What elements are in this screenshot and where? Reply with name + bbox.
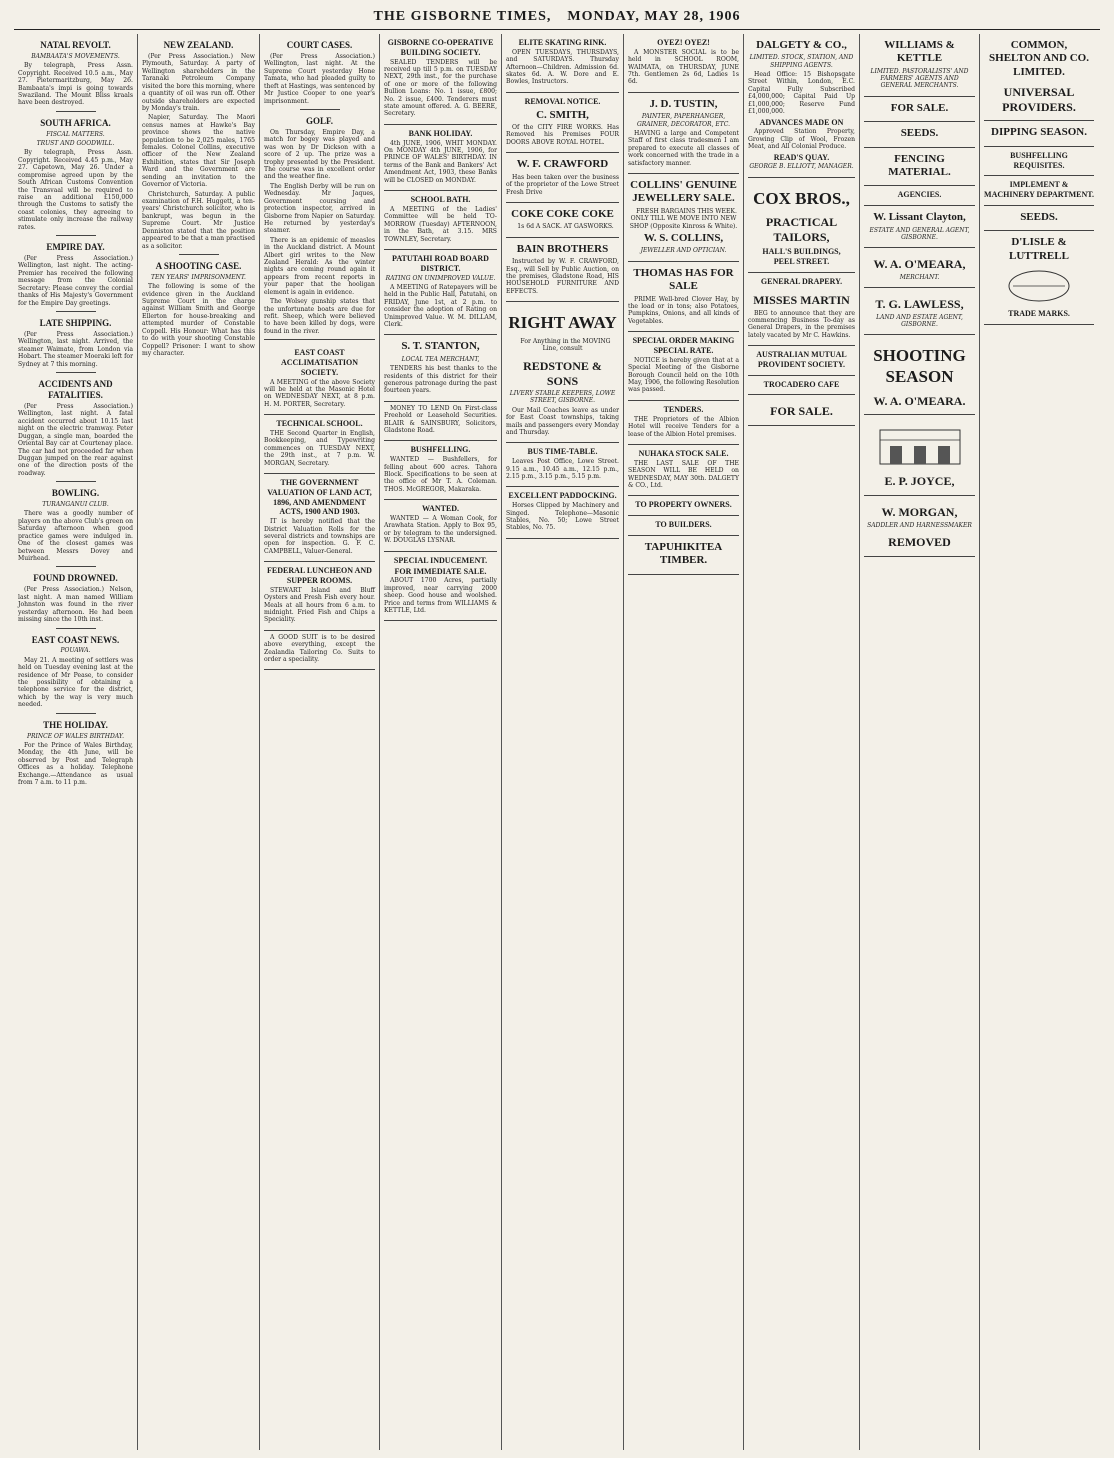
advertisement <box>384 335 497 401</box>
ad-subtitle: JEWELLER AND OPTICIAN. <box>640 247 727 255</box>
ad-title: COLLINS' GENUINE JEWELLERY SALE. <box>630 179 737 205</box>
column-9 <box>980 34 1098 1450</box>
article-text: (Per Press Association.) Wellington, last night. A fatal accident occurred about 10.15 last night on the electric tramway. Peter Duggan, a single man, boarded the Oriental Bay car at Courtenay place. The car had not proceeded far when Duggan jumped on the rear against one of the direction posts of the roadway. <box>18 402 133 477</box>
ad-title: BAIN BROTHERS <box>516 242 609 255</box>
columns <box>14 34 1100 1450</box>
article-text: By telegraph, Press Assn. Copyright. Received 10.5 a.m., May 27. Pietermaritzburg, May 26. Bambaata's impi is going towards Swaziland. The Mount Bliss kraals have been destroyed. <box>18 62 133 107</box>
advertisement <box>984 231 1094 325</box>
ad-title: REMOVED <box>888 535 951 549</box>
article-text: On Thursday, Empire Day, a match for bogey was played and was won by Dr Dickson with a score of 2 up. The prize was a trophy presented by the President. The course was in excellent order and the weather fine. <box>264 128 375 181</box>
advertisement <box>384 552 497 622</box>
ad-subtitle: LIVERY STABLE KEEPERS, LOWE STREET, GISBORNE. <box>509 390 616 405</box>
ad-title: EAST COAST ACCLIMATISATION SOCIETY. <box>280 348 359 377</box>
article-text: (Per Press Association.) Wellington, last night. Arrived, the steamer Waimate, from London via Hobart. The steamer Moeraki left for Sydney at 7 this morning. <box>18 330 134 368</box>
ad-title: NUHAKA STOCK SALE. <box>638 448 729 458</box>
advertisement <box>506 487 619 538</box>
advertisement <box>506 153 619 203</box>
headline: BOWLING. <box>51 488 100 499</box>
ad-title: S. T. STANTON, <box>401 340 480 353</box>
column-1 <box>14 34 138 1450</box>
ad-title: GENERAL DRAPERY. <box>760 277 843 287</box>
subheadline: POUAWA. <box>60 647 91 655</box>
advertisement <box>384 250 497 335</box>
ad-title: COMMON, SHELTON AND CO. LIMITED. <box>989 39 1089 78</box>
ad-text: Instructed by W. F. CRAWFORD, Esq., will Sell by Public Auction, on the premises, Gladstone Road, HIS HOUSEHOLD FURNITURE AND EFFECTS. <box>506 258 619 295</box>
article-text: Christchurch, Saturday. A public examination of F.H. Huggett, a ten-years' Christchurch solicitor, who is bankrupt, was begun in the Supreme Court. Mr Justice Denniston stated that the position appeared to be that a man practised as a solicitor. <box>142 190 255 250</box>
masthead <box>14 8 1100 30</box>
ad-text: 4th JUNE, 1906, WHIT MONDAY. On MONDAY 4th JUNE, 1906, for PRINCE OF WALES' BIRTHDAY. IN terms of the Bank and Bankers' Act Amendment Act, 1903, these Banks will be CLOSED on MONDAY. <box>384 139 497 184</box>
article-text: May 21. A meeting of settlers was held on Tuesday evening last at the residence of Mr Pease, to consider the possibility of obtaining a telephone service for the district, which by the way is very much needed. <box>18 656 133 709</box>
ad-text: Horses Clipped by Machinery and Singed. Telephone—Masonic Stables, No. 50; Lowe Street Stables, No. 75. <box>506 502 619 532</box>
subheadline: PRINCE OF WALES BIRTHDAY. <box>26 732 125 740</box>
advertisement <box>264 631 375 671</box>
ad-title: TO BUILDERS. <box>655 520 712 530</box>
ad-title: PRACTICAL TAILORS, <box>765 215 838 244</box>
ad-text: BEG to announce that they are commencing Business To-day as General Drapers, in the premises lately vacated by Mr C. Hawkins. <box>748 309 855 339</box>
column-7 <box>744 34 860 1450</box>
advertisement <box>748 376 855 396</box>
ad-text: MONEY TO LEND On First-class Freehold or Leasehold Securities. BLAIR & SAINSBURY, Solicitors, Gladstone Road. <box>384 404 497 435</box>
ad-title: EXCELLENT PADDOCKING. <box>508 491 617 501</box>
advertisement <box>628 34 739 93</box>
ad-text: THE Proprietors of the Albion Hotel will receive Tenders for a lease of the Albion Hotel premises. <box>628 415 739 438</box>
advertisement <box>984 121 1094 146</box>
ad-title: T. G. LAWLESS, <box>875 297 964 312</box>
subheadline: BAMBAATA'S MOVEMENTS. <box>31 52 120 60</box>
ad-subtitle: ESTATE AND GENERAL AGENT, GISBORNE. <box>869 226 970 241</box>
advertisement <box>628 262 739 333</box>
advertisement <box>864 186 975 206</box>
ad-text: PRIME Well-bred Clover Hay, by the load or in tons; also Potatoes, Pumpkins, Onions, and all kinds of Vegetables. <box>628 295 739 325</box>
column-5 <box>502 34 624 1450</box>
headline: EMPIRE DAY. <box>46 242 105 253</box>
advertisement <box>748 34 855 178</box>
advertisement <box>264 474 375 562</box>
subheadline: FISCAL MATTERS. <box>46 130 105 138</box>
ad-title: PEEL STREET. <box>773 257 830 267</box>
advertisement <box>864 97 975 122</box>
ad-title: W. MORGAN, <box>881 505 958 520</box>
ad-title: REMOVAL NOTICE. <box>524 96 601 106</box>
issue-date: MONDAY, MAY 28, 1906 <box>567 9 741 24</box>
ad-title: D'LISLE & LUTTRELL <box>1009 236 1069 262</box>
ad-title: AUSTRALIAN MUTUAL PROVIDENT SOCIETY. <box>756 350 847 369</box>
advertisement <box>506 93 619 153</box>
advertisement <box>748 273 855 346</box>
ad-title: TENDERS. <box>663 404 704 414</box>
ad-title: THE GOVERNMENT VALUATION OF LAND ACT, 1896, AND AMENDMENT ACTS, 1900 AND 1903. <box>267 478 372 517</box>
ad-title: ADVANCES MADE ON <box>759 117 844 127</box>
article-text: The Wolsey gunship states that the unfortunate boats are due for refit. Sheep, which were believed to have been killed by dogs, were found in the river. <box>264 298 375 335</box>
ad-text: 1s 6d A SACK. AT GASWORKS. <box>517 223 614 231</box>
advertisement <box>864 34 975 97</box>
headline: A SHOOTING CASE. <box>155 260 242 271</box>
ad-title: C. SMITH, <box>536 108 589 121</box>
advertisement <box>384 125 497 191</box>
ad-title: ELITE SKATING RINK. <box>518 38 607 47</box>
ad-title: FENCING MATERIAL. <box>888 152 951 178</box>
advertisement <box>506 203 619 238</box>
ad-title: FOR SALE. <box>890 101 949 114</box>
column-3 <box>260 34 380 1450</box>
ad-text: OPEN TUESDAYS, THURSDAYS, and SATURDAYS. Thursday Afternoon—Children. Admission 6d. skates 6d. A. W. Dore and E. Bowles, Instructors. <box>506 48 619 86</box>
ad-text: THE Second Quarter in English, Bookkeeping, and Typewriting commences on TUESDAY NEXT, the 29th inst., at 7 p.m. W. MORGAN, Secretary. <box>264 429 375 467</box>
ad-title: SEEDS. <box>900 127 939 140</box>
ad-subtitle: GEORGE B. ELLIOTT, MANAGER. <box>749 163 854 171</box>
trade-mark-emblem <box>999 267 1079 305</box>
ad-text: Head Office: 15 Bishopsgate Street Within, London, E.C. Capital Fully Subscribed £4,000,000; Capital Paid Up £1,000,000; Reserve Fund £1,000,000. <box>748 71 855 116</box>
ad-title: W. Lissant Clayton, <box>873 211 966 224</box>
ad-text: A MEETING of the above Society will be held at the Masonic Hotel on WEDNESDAY NEXT, at 8 p.m. H. M. PORTER, Secretary. <box>264 378 375 408</box>
advertisement <box>384 191 497 250</box>
advertisement <box>864 148 975 187</box>
ad-title: SPECIAL ORDER MAKING SPECIAL RATE. <box>632 336 735 356</box>
ad-title: DALGETY & CO., <box>756 39 847 51</box>
ad-title: BUSHFELLING. <box>410 445 471 455</box>
ad-text: A MEETING of Ratepayers will be held in the Public Hall, Patutahi, on FRIDAY, June 1st, at 2 p.m. to consider the adoption of Rating on Unimproved Value. W. M. DILLAM, Clerk. <box>384 283 497 328</box>
ad-text: For Anything in the MOVING Line, consult <box>520 338 611 353</box>
advertisement <box>384 441 497 500</box>
ad-title: COX BROS., <box>753 188 850 208</box>
advertisement <box>748 178 855 273</box>
ad-text: ABOUT 1700 Acres, partially improved, near carrying 2000 sheep. Good house and woolshed. Price and terms from WILLIAMS & KETTLE, Ltd. <box>384 577 497 614</box>
ad-text: FRESH BARGAINS THIS WEEK. ONLY TILL WE MOVE INTO NEW SHOP (Opposite Kinross & White). <box>629 207 738 230</box>
ad-subtitle: LIMITED. PASTORALISTS' AND FARMERS' AGENTS AND GENERAL MERCHANTS. <box>870 67 969 90</box>
advertisement <box>628 536 739 575</box>
ad-text: NOTICE is hereby given that at a Special Meeting of the Gisborne Borough Council held on the 10th May, 1906, the following Resolution was passed. <box>628 356 739 394</box>
ad-text: HAVING a large and Competent Staff of first class tradesmen I am prepared to execute all classes of work concerned with the trade in a satisfactory manner. <box>628 129 739 167</box>
ad-title: WILLIAMS & KETTLE <box>884 39 955 65</box>
article-text: By telegraph, Press Assn. Copyright. Received 4.45 p.m., May 27. Capetown, May 26. Under a compromise agreed upon by the South African Customs Convention the Transvaal will be required to raise an additional £150,000 through the Customs to satisfy the coast colonies, they agreeing to stimulate only increase the railway rates. <box>18 149 133 231</box>
subheadline: TURANGANUI CLUB. <box>42 501 109 509</box>
ad-text: IT is hereby notified that the District Valuation Rolls for the several districts and townships are open for inspection. G. F. C. CAMPBELL, Valuer-General. <box>264 518 375 555</box>
ad-text: WANTED — Bushfellers, for felling about 600 acres. Tahora Block. Specifications to be seen at the office of Mr T. A. Coleman. THOS. McGREGOR, Makaraka. <box>384 456 497 493</box>
ad-subtitle: RATING ON UNIMPROVED VALUE. <box>385 274 496 282</box>
column-4 <box>380 34 502 1450</box>
headline: NATAL REVOLT. <box>40 40 111 50</box>
article-text: (Per Press Association.) Nelson, last night. A man named William Johnston was found in the river yesterday afternoon. He had been missing since the 10th inst. <box>18 586 133 624</box>
article-text: (Per Press Association.) Wellington, last night. At the Supreme Court yesterday Hone Tamata, who had pleaded guilty to theft at Hastings, was sentenced by Mr Justice Cooper to one year's imprisonment. <box>264 52 375 105</box>
ad-title: TAPUHIKITEA TIMBER. <box>644 540 723 567</box>
ad-title: WANTED. <box>421 504 460 514</box>
ad-title: COKE COKE COKE <box>511 207 614 220</box>
advertisement <box>984 176 1094 206</box>
headline: SOUTH AFRICA. <box>40 117 111 128</box>
ad-title: IMPLEMENT & MACHINERY DEPARTMENT. <box>984 180 1094 200</box>
article-text: (Per Press Association.) Wellington, last night. The acting-Premier has received the following message from the Colonial Secretary: Please convey the cordial thanks of His Majesty's Government for the Empire Day greetings. <box>18 255 133 307</box>
ad-title: TECHNICAL SCHOOL. <box>276 419 363 429</box>
ad-title: HALL'S BUILDINGS, <box>762 246 841 256</box>
advertisement <box>864 122 975 147</box>
headline: NEW ZEALAND. <box>163 40 234 50</box>
ad-title: BUSHFELLING REQUISITES. <box>1010 150 1068 170</box>
advertisement <box>864 496 975 557</box>
ad-text: Our Mail Coaches leave as under for East Coast townships, taking mails and passengers every Monday and Thursday. <box>506 406 619 437</box>
column-2 <box>138 34 260 1450</box>
ad-text: A MEETING of the Ladies' Committee will be held TO-MORROW (Tuesday) AFTERNOON, in the Bath, at 3.15. MRS TOWNLEY, Secretary. <box>384 205 497 243</box>
advertisement <box>506 443 619 487</box>
ad-text: STEWART Island and Bluff Oysters and Fresh Fish every hour. Meals at all hours from 6 a.m. to midnight. Fried Fish and Chips a Speciality. <box>264 586 375 624</box>
advertisement <box>264 415 375 474</box>
ad-title: SPECIAL INDUCEMENT. <box>393 555 488 565</box>
advertisement <box>264 562 375 631</box>
subheadline: TEN YEARS' IMPRISONMENT. <box>151 273 246 281</box>
headline: GOLF. <box>306 115 333 126</box>
advertisement <box>628 401 739 445</box>
ad-subtitle: LAND AND ESTATE AGENT, GISBORNE. <box>876 313 963 329</box>
ad-title: W. A. O'MEARA, <box>873 257 966 272</box>
ad-title: W. S. COLLINS, <box>643 232 724 245</box>
ad-text: SEALED TENDERS will be received up till 5 p.m. on TUESDAY NEXT, 29th inst., for the purchase of one or more of the following Bullion Loans: No. 1 issue, £800; No. 2 issue, £400. Tenderers must state amount offered. A. G. BEERE, Secretary. <box>384 58 497 118</box>
advertisement <box>748 395 855 426</box>
ad-title: BUS TIME-TABLE. <box>527 447 598 457</box>
advertisement <box>864 415 975 496</box>
article-text: There was a goodly number of players on the above Club's green on Saturday afternoon when good practice games were indulged in. One of the closest games was between Messrs Dovey and Muirhead. <box>18 510 133 563</box>
advertisement <box>984 206 1094 231</box>
ad-title: TO PROPERTY OWNERS. <box>635 500 732 510</box>
article-text: There is an epidemic of measles in the Auckland district. A Mount Albert girl writes to the New Zealand Herald: As the winter nights are coming round again it appears from recent reports in your paper that the hooligan element is again in evidence. <box>264 236 375 296</box>
headline: THE HOLIDAY. <box>43 719 108 730</box>
ad-title: FEDERAL LUNCHEON AND SUPPER ROOMS. <box>267 566 372 585</box>
advertisement <box>628 93 739 174</box>
ad-title: THOMAS HAS FOR SALE <box>633 266 734 293</box>
ad-title: MISSES MARTIN <box>753 292 850 307</box>
advertisement <box>506 238 619 303</box>
headline: FOUND DROWNED. <box>33 573 118 584</box>
ad-subtitle: LOCAL TEA MERCHANT, <box>401 355 480 363</box>
advertisement <box>628 445 739 496</box>
ad-title: BANK HOLIDAY. <box>408 128 473 138</box>
ad-subtitle: MERCHANT. <box>899 273 940 281</box>
advertisement <box>628 496 739 516</box>
ad-text: TENDERS his best thanks to the residents of this district for their generous patronage during the past fourteen years. <box>384 365 497 395</box>
advertisement <box>264 344 375 415</box>
ad-title: TRADE MARKS. <box>1008 309 1070 319</box>
storefront-engraving <box>870 422 970 468</box>
ad-subtitle: LIMITED. STOCK, STATION, AND SHIPPING AGENTS. <box>749 54 854 69</box>
ad-title: AGENCIES. <box>897 190 942 200</box>
ad-text: WANTED — A Woman Cook, for Arawhata Station. Apply to Box 95, or by telegram to the undersigned. W. DOUGLAS LYSNAR. <box>384 515 497 545</box>
ad-subtitle: SADDLER AND HARNESSMAKER <box>867 521 972 529</box>
advertisement <box>384 500 497 551</box>
ad-text: Approved Station Property, Growing Clip of Wool, Frozen Meat, and All Colonial Produce. <box>748 128 855 151</box>
ad-subtitle: PAINTER, PAPERHANGER, GRAINER, DECORATOR, ETC. <box>636 113 731 128</box>
advertisement <box>984 34 1094 121</box>
advertisement <box>984 147 1094 177</box>
ad-title: SEEDS. <box>1020 210 1058 223</box>
advertisement <box>864 288 975 335</box>
advertisement <box>506 302 619 443</box>
column-8 <box>860 34 980 1450</box>
article-text: Napier, Saturday. The Maori census names at Hawke's Bay province shows the native population to be 2,025 males, 1765 females. Colonel Collins, executive officer of the New Zealand Exhibition, states that Sir Joseph Ward and the Government are sending an invitation to the Governor of Victoria. <box>142 114 255 189</box>
ad-title: REDSTONE & SONS <box>523 358 602 388</box>
ad-title: OYEZ! OYEZ! <box>657 38 710 47</box>
headline: COURT CASES. <box>286 40 353 50</box>
ad-title: DIPPING SEASON. <box>991 126 1087 139</box>
advertisement <box>506 34 619 93</box>
advertisement <box>864 335 975 415</box>
ad-title: UNIVERSAL PROVIDERS. <box>1002 85 1076 114</box>
subheadline: TRUST AND GOODWILL. <box>36 140 115 148</box>
newspaper-title: THE GISBORNE TIMES, <box>373 9 552 24</box>
ad-title: E. P. JOYCE, <box>884 474 955 489</box>
ad-title: SHOOTING SEASON <box>873 346 966 387</box>
ad-title: W. F. CRAWFORD <box>516 158 609 171</box>
advertisement <box>628 174 739 262</box>
ad-title: GISBORNE CO-OPERATIVE BUILDING SOCIETY. <box>387 38 494 57</box>
article-text: For the Prince of Wales Birthday, Monday, the 4th June, will be observed by Post and Telegraph Offices as a holiday. Telephone Exchange.—Attendance as usual from 7 a.m. to 11 p.m. <box>18 742 133 787</box>
ad-title: RIGHT AWAY <box>508 313 617 333</box>
headline: ACCIDENTS AND FATALITIES. <box>38 379 113 401</box>
ad-text: Leaves Post Office, Lowe Street. 9.15 a.m., 10.45 a.m., 12.15 p.m., 2.15 p.m., 3.15 p.m., 5.15 p.m. <box>506 458 619 481</box>
ad-title: W. A. O'MEARA. <box>873 393 966 408</box>
headline: EAST COAST NEWS. <box>31 634 120 645</box>
headline: LATE SHIPPING. <box>39 317 112 328</box>
ad-text: Has been taken over the business of the proprietor of the Lowe Street Fresh Drive <box>506 173 619 196</box>
ad-text: Of the CITY FIRE WORKS. Has Removed his Premises FOUR DOORS ABOVE ROYAL HOTEL. <box>506 124 619 146</box>
ad-title: J. D. TUSTIN, <box>649 97 718 110</box>
ad-title: FOR IMMEDIATE SALE. <box>394 566 487 576</box>
ad-title: FOR SALE. <box>770 404 833 419</box>
ad-title: READ'S QUAY. <box>773 152 830 162</box>
article-text: The following is some of the evidence given in the Auckland Supreme Court in the charge against William Smith and George Ellerton for house-breaking and attempted murder of Constable Coppell. His Honour: What has this to do with your shooting Constable Coppell? Prisoner: I want to show my character. <box>142 283 255 358</box>
ad-title: SCHOOL BATH. <box>410 195 471 205</box>
ad-text: A GOOD SUIT is to be desired above everything, except the Zealandia Tailoring Co. Suits to order a speciality. <box>264 633 375 664</box>
advertisement <box>864 206 975 248</box>
ad-text: A MONSTER SOCIAL is to be held in SCHOOL ROOM, WAIMATA, on THURSDAY, JUNE 7th. Gentlemen 2s 6d, Ladies 1s 6d. <box>628 48 739 86</box>
advertisement <box>748 346 855 376</box>
ad-title: PATUTAHI ROAD BOARD DISTRICT. <box>392 254 489 273</box>
article-text: The English Derby will be run on Wednesday. Mr Jaques, Government coursing and protection inspector, arrived in Gisborne from Napier on Saturday. He returned by yesterday's steamer. <box>264 182 375 235</box>
advertisement <box>628 516 739 536</box>
ad-text: THE LAST SALE OF THE SEASON WILL BE HELD on WEDNESDAY, MAY 30th. DALGETY & CO., Ltd. <box>628 459 739 489</box>
column-6 <box>624 34 744 1450</box>
ad-title: TROCADERO CAFE <box>763 379 840 389</box>
advertisement <box>384 34 497 125</box>
advertisement <box>384 402 497 442</box>
article-text: (Per Press Association.) New Plymouth, Saturday. A party of Wellington shareholders in the Taranaki Petroleum Company visited the bore this morning, where a quantity of oil was run off. Other outside shareholders are expected by Monday's train. <box>142 52 255 112</box>
advertisement <box>628 332 739 401</box>
advertisement <box>864 248 975 288</box>
